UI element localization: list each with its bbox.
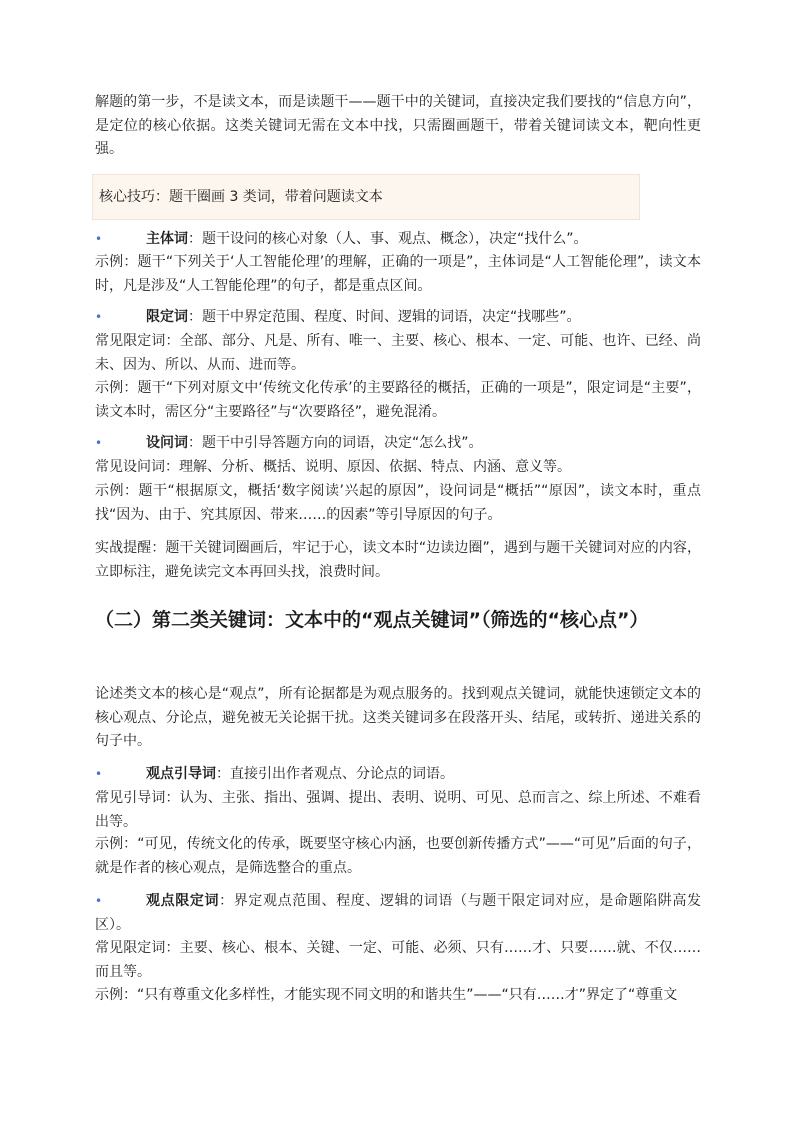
example-paragraph: 示例：题干“下列关于‘人工智能伦理’的理解，正确的一项是”，主体词是“人工智能伦理”，读文本时，凡是涉及“人工智能伦理”的句子，都是重点区间。 xyxy=(95,254,701,294)
bullet-term: 观点限定词：界定观点范围、程度、逻辑的词语（与题干限定词对应，是命题陷阱高发区）。 xyxy=(95,893,701,933)
section-heading: （二）第二类关键词：文本中的“观点关键词”（筛选的“核心点”） xyxy=(95,609,649,631)
bullet-term: 观点引导词：直接引出作者观点、分论点的词语。 xyxy=(146,766,454,782)
bullet-dot-icon: • xyxy=(95,436,103,450)
core-tip-text: 核心技巧：题干圈画 3 类词，带着问题读文本 xyxy=(99,189,383,205)
example-paragraph: 示例：“可见，传统文化的传承，既要坚守核心内涵，也要创新传播方式”——“可见”后面的句子，就是作者的核心观点，是筛选整合的重点。 xyxy=(95,836,701,876)
bullet-term: 限定词：题干中界定范围、程度、时间、逻辑的词语，决定“找哪些”。 xyxy=(146,309,581,325)
example-paragraph: 示例：题干“下列对原文中‘传统文化传承’的主要路径的概括，正确的一项是”，限定词是“主要”，读文本时，需区分“主要路径”与“次要路径”，避免混淆。 xyxy=(95,380,701,420)
bullet-item-viewpoint-limit-word xyxy=(95,890,701,937)
example-paragraph: 示例：题干“根据原文，概括‘数字阅读’兴起的原因”，设问词是“概括”“原因”，读文本时，重点找“因为、由于、究其原因、带来……的因素”等引导原因的句子。 xyxy=(95,483,701,523)
practice-tip-paragraph: 实战提醒：题干关键词圈画后，牢记于心，读文本时“边读边圈”，遇到与题干关键词对应的内容，立即标注，避免读完文本再回头找，浪费时间。 xyxy=(95,540,701,580)
common-words-paragraph: 常见设问词：理解、分析、概括、说明、原因、依据、特点、内涵、意义等。 xyxy=(95,459,571,475)
common-words-paragraph: 常见限定词：主要、核心、根本、关键、一定、可能、必须、只有……才、只要……就、不仅……而且等。 xyxy=(95,940,701,980)
common-words-paragraph: 常见限定词：全部、部分、凡是、所有、唯一、主要、核心、根本、一定、可能、也许、已经、尚未、因为、所以、从而、进而等。 xyxy=(95,333,701,373)
bullet-dot-icon: • xyxy=(95,232,103,246)
bullet-dot-icon: • xyxy=(95,310,103,324)
core-tip-box xyxy=(92,174,640,220)
bullet-term: 设问词：题干中引导答题方向的词语，决定“怎么找”。 xyxy=(146,435,483,451)
section-paragraph: 论述类文本的核心是“观点”，所有论据都是为观点服务的。找到观点关键词，就能快速锁定文本的核心观点、分论点，避免被无关论据干扰。这类关键词多在段落开头、结尾，或转折、递进关系的句子中。 xyxy=(95,686,701,749)
intro-paragraph: 解题的第一步，不是读文本，而是读题干——题干中的关键词，直接决定我们要找的“信息方向”，是定位的核心依据。这类关键词无需在文本中找，只需圈画题干，带着关键词读文本，靶向性更强。 xyxy=(95,94,701,157)
bullet-dot-icon: • xyxy=(95,767,103,781)
example-paragraph: 示例：“只有尊重文化多样性，才能实现不同文明的和谐共生”——“只有……才”界定了“尊重文 xyxy=(95,987,678,1003)
bullet-dot-icon: • xyxy=(95,894,103,908)
common-words-paragraph: 常见引导词：认为、主张、指出、强调、提出、表明、说明、可见、总而言之、综上所述、不难看出等。 xyxy=(95,790,701,830)
bullet-term: 主体词：题干设问的核心对象（人、事、观点、概念），决定“找什么”。 xyxy=(146,231,588,247)
